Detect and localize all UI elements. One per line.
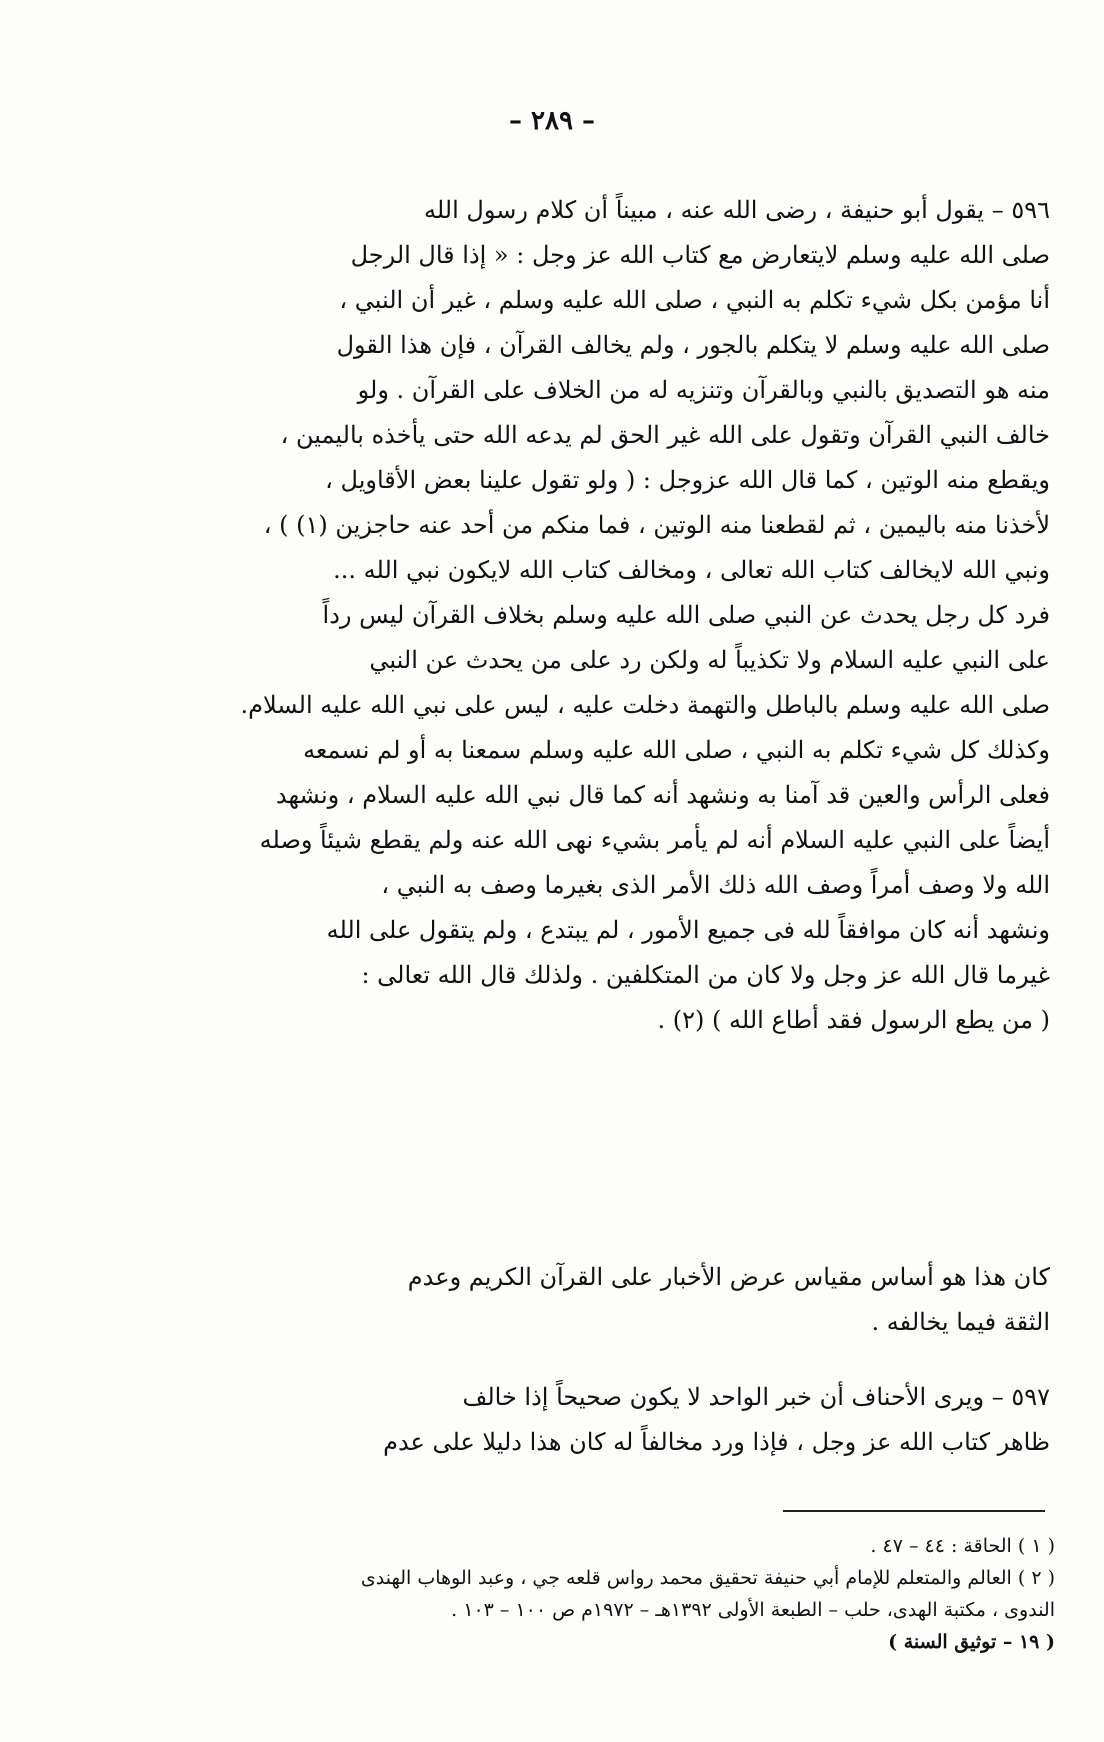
text-line: لأخذنا منه باليمين ، ثم لقطعنا منه الوتين ، فما منكم من أحد عنه حاجزين (١) ) ،: [263, 511, 1050, 539]
text-line: صلى الله عليه وسلم لايتعارض مع كتاب الله عز وجل : « إذا قال الرجل: [350, 241, 1050, 269]
text-line: كان هذا هو أساس مقياس عرض الأخبار على القرآن الكريم وعدم: [407, 1263, 1050, 1291]
text-line: الله ولا وصف أمراً وصف الله ذلك الأمر الذى بغيرما وصف به النبي ،: [381, 871, 1050, 899]
footnotes: [215, 1530, 1055, 1658]
text-line: وكذلك كل شيء تكلم به النبي ، صلى الله عليه وسلم سمعنا به أو لم نسمعه: [303, 736, 1050, 764]
text-line: صلى الله عليه وسلم بالباطل والتهمة دخلت عليه ، ليس على نبي الله عليه السلام.: [240, 691, 1050, 719]
footnote-2: ( ٢ ) العالم والمتعلم للإمام أبي حنيفة تحقيق محمد رواس قلعه جي ، وعبد الوهاب الهندى: [360, 1567, 1055, 1589]
footnote-1: ( ١ ) الحاقة : ٤٤ – ٤٧ .: [870, 1535, 1055, 1557]
text-line: فرد كل رجل يحدث عن النبي صلى الله عليه وسلم بخلاف القرآن ليس رداً: [322, 601, 1050, 629]
paragraph-596: [215, 188, 1050, 1043]
text-line: ٥٩٦ – يقول أبو حنيفة ، رضى الله عنه ، مبيناً أن كلام رسول الله: [423, 196, 1050, 224]
text-line: أنا مؤمن بكل شيء تكلم به النبي ، صلى الله عليه وسلم ، غير أن النبي ،: [339, 286, 1050, 314]
text-line: ( من يطع الرسول فقد أطاع الله ) (٢) .: [657, 1006, 1050, 1034]
footnote-2-continued: الندوى ، مكتبة الهدى، حلب – الطبعة الأولى ١٣٩٢هـ – ١٩٧٢م ص ١٠٠ – ١٠٣ .: [451, 1599, 1055, 1621]
text-line: فعلى الرأس والعين قد آمنا به ونشهد أنه كما قال نبي الله عليه السلام ، ونشهد: [275, 781, 1050, 809]
signature-mark: ( ١٩ – توثيق السنة ): [888, 1631, 1055, 1653]
text-line: ويقطع منه الوتين ، كما قال الله عزوجل : ( ولو تقول علينا بعض الأقاويل ،: [325, 466, 1050, 494]
text-line: ونشهد أنه كان موافقاً لله فى جميع الأمور ، لم يبتدع ، ولم يتقول على الله: [326, 916, 1050, 944]
text-line: منه هو التصديق بالنبي وبالقرآن وتنزيه له من الخلاف على القرآن . ولو: [357, 376, 1050, 404]
text-line: ونبي الله لايخالف كتاب الله تعالى ، ومخالف كتاب الله لايكون نبي الله ...: [333, 556, 1050, 584]
text-line: الثقة فيما يخالفه .: [871, 1308, 1050, 1336]
page-number: – ٢٨٩ –: [508, 106, 596, 136]
text-line: ظاهر كتاب الله عز وجل ، فإذا ورد مخالفاً له كان هذا دليلا على عدم: [383, 1428, 1050, 1456]
paragraph-middle: [215, 1255, 1050, 1345]
footnote-divider: [783, 1510, 1045, 1512]
text-line: أيضاً على النبي عليه السلام أنه لم يأمر بشيء نهى الله عنه ولم يقطع شيئاً وصله: [259, 826, 1050, 854]
text-line: صلى الله عليه وسلم لا يتكلم بالجور ، ولم يخالف القرآن ، فإن هذا القول: [336, 331, 1050, 359]
text-line: ٥٩٧ – ويرى الأحناف أن خبر الواحد لا يكون صحيحاً إذا خالف: [462, 1383, 1050, 1411]
paragraph-597: [215, 1375, 1050, 1465]
text-line: على النبي عليه السلام ولا تكذيباً له ولكن رد على من يحدث عن النبي: [369, 646, 1050, 674]
text-line: خالف النبي القرآن وتقول على الله غير الحق لم يدعه الله حتى يأخذه باليمين ،: [280, 421, 1050, 449]
text-line: غيرما قال الله عز وجل ولا كان من المتكلفين . ولذلك قال الله تعالى :: [361, 961, 1050, 989]
